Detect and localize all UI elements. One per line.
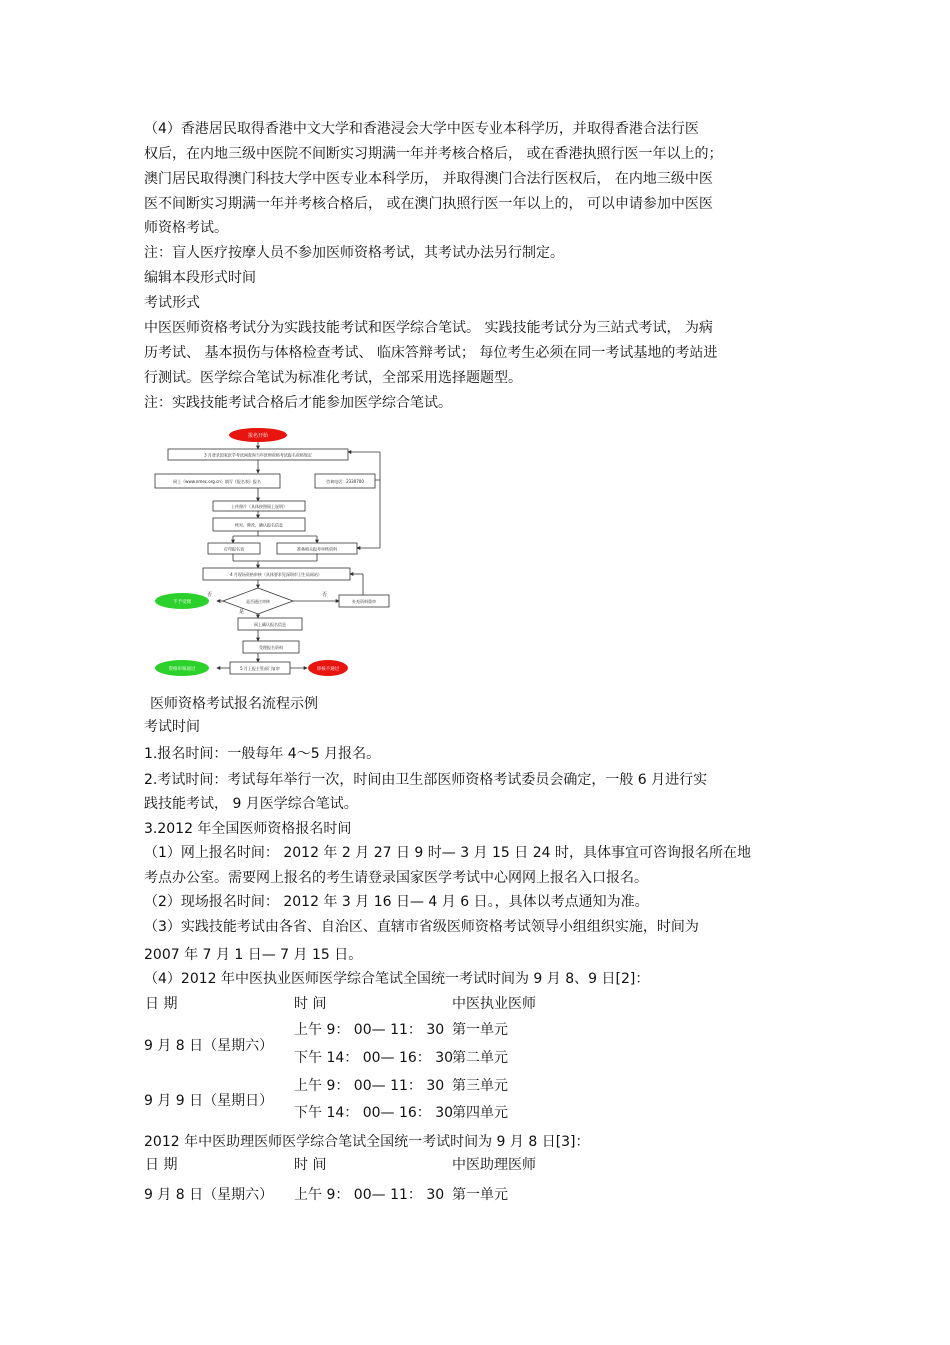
table-cell-date: 9 月 9 日（星期日）: [144, 1093, 274, 1109]
flow-node-2: 网上（www.nmec.org.cn）填写《报名表》报名: [173, 479, 261, 484]
table-cell-time: 下午 14： 00— 16： 30: [294, 1105, 454, 1121]
paragraph-line: 师资格考试。: [144, 220, 228, 236]
flow-reject: 审核不通过: [316, 667, 340, 672]
registration-flowchart: [145, 420, 400, 685]
paragraph-line: （4）香港居民取得香港中文大学和香港浸会大学中医专业本科学历，并取得香港合法行医: [144, 121, 699, 137]
flow-label-no-left: 否: [207, 592, 213, 598]
flow-node-7: 4 月现场资格审核（具体要求见深圳市卫生局网站）: [230, 572, 322, 577]
flow-supplement: 补充资料重审: [352, 599, 376, 604]
table-cell-unit: 第一单元: [452, 1022, 508, 1038]
paragraph-line: 历考试、 基本损伤与体格检查考试、 临床答辩考试； 每位考生必须在同一考试基地的考站进: [144, 345, 718, 361]
flow-node-8: 网上确认报名信息: [254, 622, 286, 627]
table-header-category: 中医执业医师: [452, 996, 536, 1012]
flow-decision: 是否通过审核: [246, 599, 270, 604]
paragraph-line: （2）现场报名时间： 2012 年 3 月 16 日— 4 月 6 日。，具体以考点通知为准。: [144, 894, 649, 910]
table-header-time: 时 间: [294, 1157, 327, 1173]
table-cell-time: 上午 9： 00— 11： 30: [294, 1078, 445, 1094]
paragraph-line: 考点办公室。需要网上报名的考生请登录国家医学考试中心网网上报名入口报名。: [144, 870, 648, 886]
flow-node-1: 3 月登录国家医学考试网查询当年医师资格考试报名资格规定: [204, 452, 312, 458]
flow-pass: 资格审核通过: [168, 667, 196, 672]
paragraph-line: （4）2012 年中医执业医师医学综合笔试全国统一考试时间为 9 月 8、9 日[2]：: [144, 971, 650, 987]
flow-label-no-right: 否: [322, 592, 328, 598]
table-header-time: 时 间: [294, 996, 327, 1012]
paragraph-line: 中医医师资格考试分为实践技能考试和医学综合笔试。 实践技能考试分为三站式考试， 为病: [144, 320, 713, 336]
table-cell-time: 下午 14： 00— 16： 30: [294, 1050, 454, 1066]
flow-start-label: 报名开始: [247, 433, 269, 439]
paragraph-line: 2.考试时间：考试每年举行一次，时间由卫生部医师资格考试委员会确定，一般 6 月进行实: [144, 772, 708, 788]
flow-node-9: 受理报名资料: [259, 645, 283, 650]
table-cell-unit: 第一单元: [452, 1187, 508, 1203]
paragraph-line: 澳门居民取得澳门科技大学中医专业本科学历， 并取得澳门合法行医权后， 在内地三级中医: [144, 171, 713, 187]
paragraph-line: 权后，在内地三级中医院不间断实习期满一年并考核合格后， 或在香港执照行医一年以上的；: [144, 146, 723, 162]
note-line: 注：盲人医疗按摩人员不参加医师资格考试，其考试办法另行制定。: [144, 245, 564, 261]
table-header-category: 中医助理医师: [452, 1157, 536, 1173]
table-header-date: 日 期: [145, 1157, 178, 1173]
flow-node-5: 打印报名表: [224, 546, 244, 552]
flow-label-yes: 是: [239, 609, 245, 615]
flow-phone: 咨询电话：2330700: [326, 479, 364, 484]
table-cell-unit: 第三单元: [452, 1078, 508, 1094]
table-cell-time: 上午 9： 00— 11： 30: [294, 1022, 445, 1038]
paragraph-line: （1）网上报名时间： 2012 年 2 月 27 日 9 时— 3 月 15 日 24 时，具体事宜可咨询报名所在地: [144, 845, 752, 861]
flow-node-3: 上传照片（具体按照网上说明）: [231, 504, 287, 509]
note-line: 注：实践技能考试合格后才能参加医学综合笔试。: [144, 395, 452, 411]
table-cell-date: 9 月 8 日（星期六）: [144, 1187, 274, 1203]
flow-node-4: 核对、修改、确认报名信息: [235, 522, 283, 528]
table-cell-unit: 第四单元: [452, 1105, 508, 1121]
paragraph-line: 践技能考试， 9 月医学综合笔试。: [144, 796, 358, 812]
table-cell-time: 上午 9： 00— 11： 30: [294, 1187, 445, 1203]
figure-caption: 医师资格考试报名流程示例: [150, 696, 318, 712]
paragraph-line: 1.报名时间：一般每年 4～5 月报名。: [144, 746, 381, 762]
table-header-date: 日 期: [145, 996, 178, 1012]
edit-section-link[interactable]: 编辑本段形式时间: [144, 270, 256, 286]
section-heading-form: 考试形式: [144, 295, 200, 311]
paragraph-line: 行测试。医学综合笔试为标准化考试，全部采用选择题题型。: [144, 370, 522, 386]
paragraph-line: 2012 年中医助理医师医学综合笔试全国统一考试时间为 9 月 8 日[3]：: [144, 1134, 590, 1150]
paragraph-line: 3.2012 年全国医师资格报名时间: [144, 821, 352, 837]
paragraph-line: 2007 年 7 月 1 日— 7 月 15 日。: [144, 947, 363, 963]
table-cell-date: 9 月 8 日（星期六）: [144, 1038, 274, 1054]
table-cell-unit: 第二单元: [452, 1050, 508, 1066]
flow-fail: 不予受理: [173, 600, 191, 605]
flow-node-6: 准备相关报考审核资料: [297, 546, 337, 552]
section-heading-time: 考试时间: [144, 719, 200, 735]
paragraph-line: 医不间断实习期满一年并考核合格后， 或在澳门执照行医一年以上的， 可以申请参加中医医: [144, 196, 713, 212]
flow-node-10: 5 月上报主管部门复审: [240, 666, 280, 671]
paragraph-line: （3）实践技能考试由各省、自治区、直辖市省级医师资格考试领导小组组织实施，时间为: [144, 919, 699, 935]
